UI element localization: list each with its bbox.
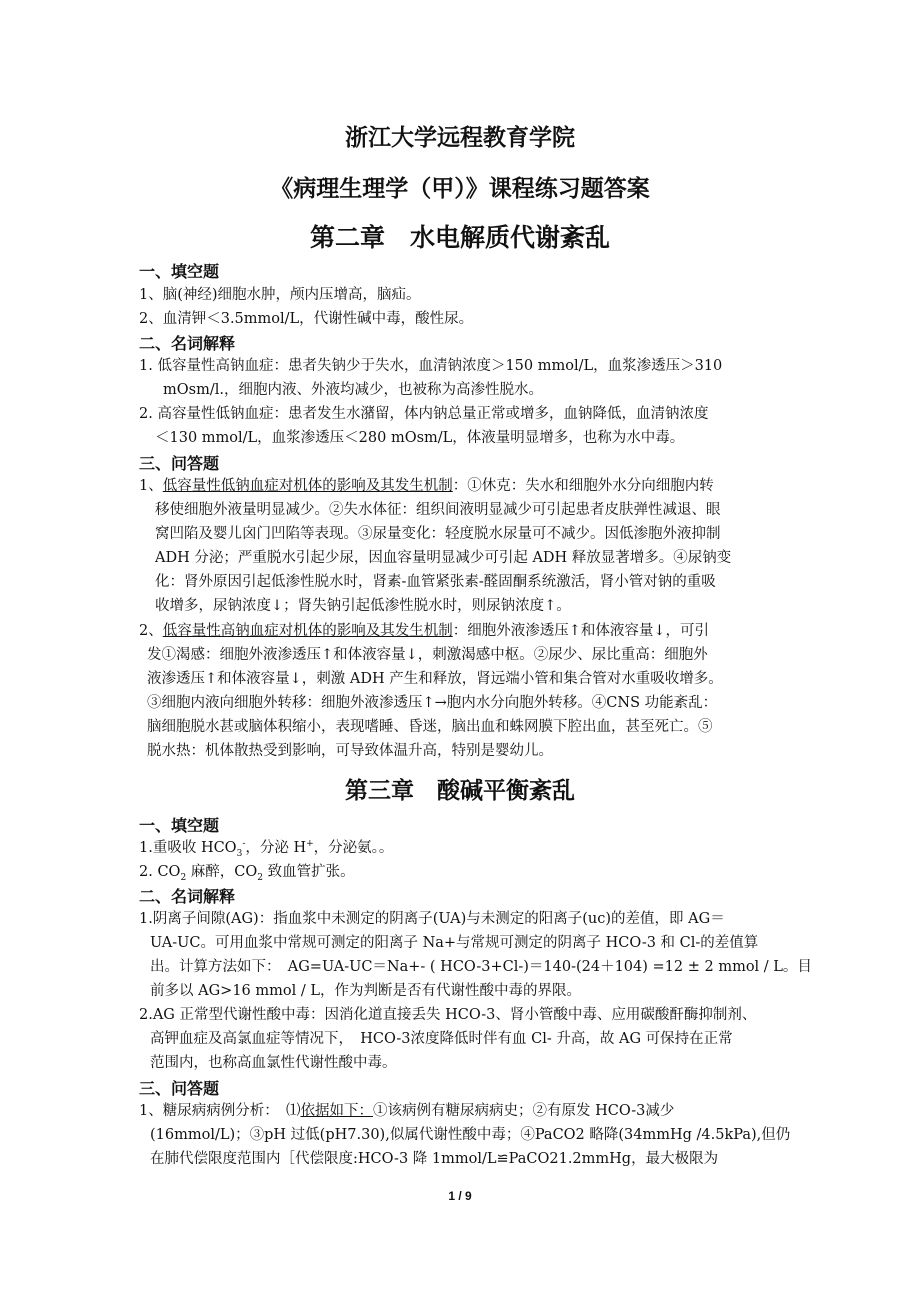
qa1-first-text: ：①休克：失水和细胞外水分向细胞内转 (452, 478, 714, 494)
ch3-fill1-part: 1.重吸收 HCO (139, 840, 237, 856)
ch2-term2-line1: 2. 高容量性低钠血症：患者发生水潴留，体内钠总量正常或增多，血钠降低，血清钠浓度 (139, 406, 709, 422)
ch3-term2-line1: 2.AG 正常型代谢性酸中毒：因消化道直接丢失 HCO-3、肾小管酸中毒、应用碳酸酐酶抑制剂、 (139, 1007, 757, 1023)
ch3-fill-1 (139, 838, 393, 858)
ch3-term1-line3: 出。计算方法如下： AG=UA-UC＝Na+- ( HCO-3+Cl-)＝140-(24＋104) =12 ± 2 mmol / L。目 (150, 959, 812, 975)
ch3-fill2-part2: 麻醉，CO (186, 864, 258, 880)
ch2-terms-heading: 二、名词解释 (139, 334, 236, 353)
ch3-terms-heading: 二、名词解释 (139, 887, 236, 906)
ch2-qa1-line6: 收增多，尿钠浓度↓；肾失钠引起低渗性脱水时，则尿钠浓度↑。 (155, 598, 571, 614)
ch3-fill1-sup: - (242, 839, 246, 850)
ch3-term2-line2: 高钾血症及高氯血症等情况下， HCO-3浓度降低时伴有血 Cl- 升高，故 AG 可保持在正常 (150, 1031, 733, 1047)
qa2-title: 低容量性高钠血症对机体的影响及其发生机制 (162, 623, 453, 639)
chapter-2-title: 第二章 水电解质代谢紊乱 (309, 223, 610, 252)
ch2-qa2-line2: 发①渴感：细胞外液渗透压↑和体液容量↓，刺激渴感中枢。②尿少、尿比重高：细胞外 (147, 647, 708, 663)
ch2-qa1-line4: ADH 分泌；严重脱水引起少尿，因血容量明显减少可引起 ADH 释放显著增多。④尿钠变 (155, 550, 732, 566)
page-number: 1 / 9 (448, 1189, 472, 1203)
ch3-fill2-part3: 致血管扩张。 (263, 864, 355, 880)
ch3-fill-2 (139, 862, 355, 882)
ch3-qa1-basis: 依据如下： (300, 1103, 373, 1119)
ch2-qa2-line4: ③细胞内液向细胞外转移：细胞外液渗透压↑→胞内水分向胞外转移。④CNS 功能紊乱： (147, 695, 718, 711)
ch2-qa2-line1 (139, 621, 709, 641)
qa1-number: 1、 (139, 478, 163, 494)
ch2-fill-1: 1、脑(神经)细胞水肿，颅内压增高，脑疝。 (139, 287, 421, 303)
ch2-qa2-line5: 脑细胞脱水甚或脑体积缩小，表现嗜睡、昏迷，脑出血和蛛网膜下腔出血，甚至死亡。⑤ (147, 719, 713, 735)
ch2-term1-line2: mOsm/l.，细胞内液、外液均减少，也被称为高渗性脱水。 (163, 382, 543, 398)
ch3-fill2-part: 2. CO (139, 864, 181, 880)
ch2-qa1-line5: 化：肾外原因引起低渗性脱水时，肾素-血管紧张素-醛固酮系统激活，肾小管对钠的重吸 (155, 574, 716, 590)
ch3-qa1-line1 (139, 1101, 674, 1121)
ch2-qa1-line3: 窝凹陷及婴儿囟门凹陷等表现。③尿量变化：轻度脱水尿量可不减少。因低渗胞外液抑制 (155, 526, 721, 542)
ch3-fill-heading: 一、填空题 (139, 816, 220, 835)
ch3-qa1-line2: (16mmol/L)；③pH 过低(pH7.30),似属代谢性酸中毒；④PaCO2 略降(34mmHg /4.5kPa),但仍 (150, 1127, 791, 1143)
ch3-term1-line4: 前多以 AG>16 mmol / L，作为判断是否有代谢性酸中毒的界限。 (150, 983, 581, 999)
ch3-qa1-lead: 1、糖尿病病例分析： ⑴ (139, 1103, 301, 1119)
ch2-term1-line1: 1. 低容量性高钠血症：患者失钠少于失水，血清钠浓度＞150 mmol/L，血浆渗透压＞310 (139, 358, 723, 374)
school-title: 浙江大学远程教育学院 (345, 124, 575, 151)
ch2-qa1-line2: 移使细胞外液量明显减少。②失水体征：组织间液明显减少可引起患者皮肤弹性减退、眼 (155, 502, 721, 518)
ch2-qa2-line3: 液渗透压↑和体液容量↓，刺激 ADH 产生和释放，肾远端小管和集合管对水重吸收增多。 (147, 671, 723, 687)
ch3-fill1-part2: ，分泌 H (245, 840, 307, 856)
ch3-qa1-rest: ①该病例有糖尿病病史；②有原发 HCO-3减少 (372, 1103, 675, 1119)
ch3-qa1-line3: 在肺代偿限度范围内［代偿限度:HCO-3 降 1mmol/L≌PaCO21.2mmHg，最大极限为 (150, 1151, 719, 1167)
ch3-qa-heading: 三、问答题 (139, 1079, 220, 1098)
ch2-qa2-line6: 脱水热：机体散热受到影响，可导致体温升高，特别是婴幼儿。 (147, 743, 553, 759)
ch3-fill2-sub: 2 (180, 872, 187, 883)
ch3-fill1-sub: 3 (236, 848, 243, 859)
qa2-number: 2、 (139, 623, 163, 639)
chapter-3-title: 第三章 酸碱平衡紊乱 (345, 777, 575, 804)
ch2-qa1-line1 (139, 476, 714, 496)
ch3-term1-line2: UA-UC。可用血浆中常规可测定的阳离子 Na+与常规可测定的阴离子 HCO-3 和 Cl-的差值算 (150, 935, 759, 951)
ch3-fill1-part3: ，分泌氨。。 (313, 840, 394, 856)
ch3-term2-line3: 范围内，也称高血氯性代谢性酸中毒。 (150, 1055, 397, 1071)
ch3-fill2-sub2: 2 (257, 872, 263, 883)
qa2-first-text: ：细胞外液渗透压↑和体液容量↓，可引 (452, 623, 710, 639)
ch3-term1-line1: 1.阴离子间隙(AG)：指血浆中未测定的阴离子(UA)与未测定的阳离子(uc)的差值，即 AG＝ (139, 911, 725, 927)
ch2-fill-heading: 一、填空题 (139, 262, 220, 281)
ch3-fill1-sup2: + (306, 839, 314, 850)
ch2-term2-line2: ＜130 mmol/L，血浆渗透压＜280 mOsm/L，体液量明显增多，也称为水中毒。 (155, 430, 685, 446)
ch2-qa-heading: 三、问答题 (139, 454, 220, 473)
ch2-fill-2: 2、血清钾＜3.5mmol/L，代谢性碱中毒，酸性尿。 (139, 311, 474, 327)
course-title: 《病理生理学（甲）》课程练习题答案 (270, 175, 650, 202)
qa1-title: 低容量性低钠血症对机体的影响及其发生机制 (162, 478, 453, 494)
